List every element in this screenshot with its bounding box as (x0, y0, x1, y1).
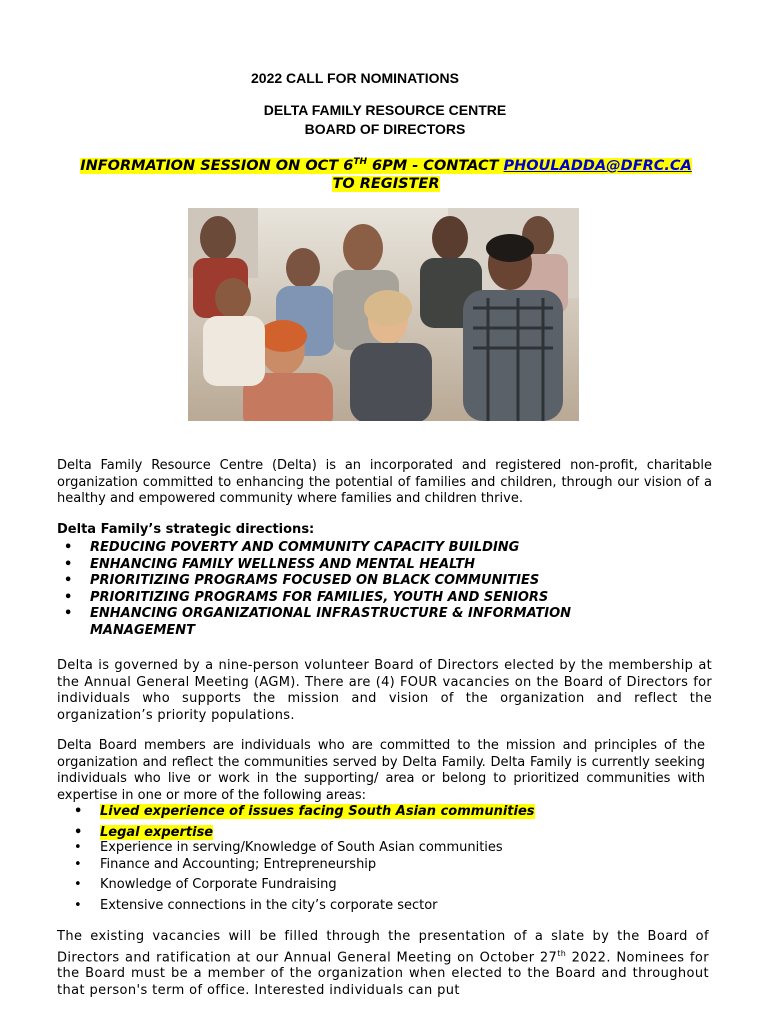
expertise-item (74, 897, 620, 915)
highlighted-expertise-item-text: Legal expertise (100, 824, 214, 840)
strategic-direction-item (64, 556, 650, 574)
strategic-direction-item-text: PRIORITIZING PROGRAMS FOR FAMILIES, YOUTH AND SENIORS (90, 589, 549, 605)
closing-text-a: The existing vacancies will be filled through the presentation of a slate by the Board of Directors and ratification at our Annual General Meeting on October 27 (57, 929, 709, 965)
organization-heading (0, 101, 770, 139)
strategic-direction-item (64, 540, 650, 557)
highlighted-expertise-item (74, 804, 620, 821)
date-suffix: TH (353, 157, 367, 167)
bullet-icon: • (74, 856, 82, 872)
document-title: 2022 CALL FOR NOMINATIONS (251, 70, 459, 86)
organization-name: DELTA FAMILY RESOURCE CENTRE (263, 102, 507, 118)
audience-photo (188, 208, 579, 421)
strategic-direction-item-text: REDUCING POVERTY AND COMMUNITY CAPACITY BUILDING (90, 540, 520, 555)
info-session-line (80, 158, 692, 174)
strategic-heading: Delta Family’s strategic directions: (57, 522, 315, 537)
info-session-time: 6PM - CONTACT (367, 157, 504, 174)
bullet-icon: • (64, 606, 73, 621)
expertise-item (74, 856, 620, 874)
expertise-item (74, 840, 620, 857)
strategic-direction-item (64, 589, 650, 607)
strategic-direction-item-text: PRIORITIZING PROGRAMS FOCUSED ON BLACK COMMUNITIES (90, 573, 540, 588)
governance-paragraph: Delta is governed by a nine-person volunteer Board of Directors elected by the membership at the Annual General Meeting (AGM). There are (4) FOUR vacancies on the Board of Directors for individuals who supports the mission and vision of the organization and reflect the organization’s priority populations. (57, 658, 712, 723)
highlighted-expertise-item-text: Lived experience of issues facing South Asian communities (100, 804, 535, 819)
audience-illustration (188, 208, 579, 421)
bullet-icon: • (74, 897, 82, 913)
date-suffix-closing: th (557, 948, 567, 958)
closing-paragraph (57, 929, 709, 999)
highlighted-expertise-item (74, 824, 620, 842)
highlighted-expertise-list (74, 804, 620, 841)
bullet-icon: • (74, 840, 82, 855)
strategic-direction-item (64, 606, 650, 639)
bullet-icon: • (64, 573, 73, 588)
members-paragraph: Delta Board members are individuals who are committed to the mission and principles of the organization and reflect the communities served by Delta Family. Delta Family is currently seeking individuals who live or work in the supporting/ area or belong to prioritized communities with expertise in one or more of the following areas: (57, 738, 705, 803)
board-heading: BOARD OF DIRECTORS (304, 121, 466, 137)
bullet-icon: • (74, 824, 83, 840)
info-session-banner (56, 153, 716, 193)
strategic-direction-item-text: ENHANCING FAMILY WELLNESS AND MENTAL HEALTH (90, 556, 475, 572)
bullet-icon: • (64, 540, 73, 555)
expertise-item (74, 877, 620, 894)
expertise-list (74, 840, 620, 914)
bullet-icon: • (64, 556, 73, 572)
expertise-item-text: Extensive connections in the city’s corporate sector (100, 897, 438, 913)
expertise-item-text: Experience in serving/Knowledge of South Asian communities (100, 840, 503, 855)
closing-text-b: 2022. Nominees for the Board must be a member of the organization when elected to the Board and throughout that person's term of office. Interested individuals can put (57, 949, 709, 998)
intro-paragraph: Delta Family Resource Centre (Delta) is an incorporated and registered non-profit, charitable organization committed to enhancing the potential of families and children, through our vision of a healthy and empowered community where families and children thrive. (57, 458, 712, 506)
bullet-icon: • (64, 589, 73, 605)
contact-email-link[interactable]: PHOULADDA@DFRC.CA (503, 157, 692, 174)
strategic-direction-item-text: ENHANCING ORGANIZATIONAL INFRASTRUCTURE & INFORMATION MANAGEMENT (90, 606, 572, 638)
expertise-item-text: Knowledge of Corporate Fundraising (100, 877, 337, 892)
register-text: TO REGISTER (332, 175, 440, 192)
strategic-directions-list (64, 540, 650, 639)
bullet-icon: • (74, 877, 82, 892)
strategic-direction-item (64, 573, 650, 590)
bullet-icon: • (74, 804, 83, 819)
expertise-item-text: Finance and Accounting; Entrepreneurship (100, 856, 377, 872)
info-session-text: INFORMATION SESSION ON OCT 6 (80, 157, 354, 174)
